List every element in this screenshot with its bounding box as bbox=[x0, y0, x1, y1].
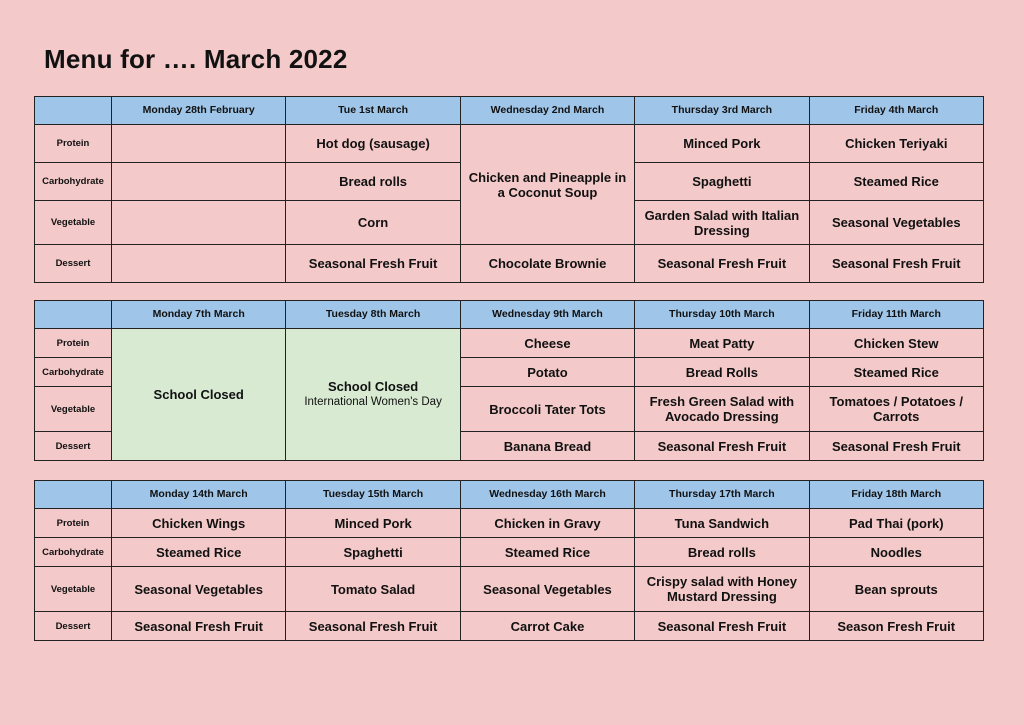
header-row bbox=[35, 97, 984, 125]
menu-cell: Bean sprouts bbox=[809, 567, 983, 612]
day-header: Wednesday 9th March bbox=[460, 301, 634, 329]
page-title: Menu for …. March 2022 bbox=[44, 44, 348, 74]
menu-table-week-2 bbox=[34, 300, 984, 461]
menu-cell: Bread Rolls bbox=[635, 358, 809, 387]
day-header: Wednesday 2nd March bbox=[460, 97, 634, 125]
header-row bbox=[35, 481, 984, 509]
day-header: Monday 7th March bbox=[112, 301, 286, 329]
day-header: Thursday 17th March bbox=[635, 481, 809, 509]
day-header: Monday 28th February bbox=[112, 97, 286, 125]
table-row bbox=[35, 567, 984, 612]
menu-cell: Seasonal Vegetables bbox=[809, 201, 983, 245]
menu-cell: Seasonal Fresh Fruit bbox=[635, 245, 809, 283]
menu-cell: Minced Pork bbox=[286, 509, 460, 538]
menu-cell: Bread rolls bbox=[286, 163, 460, 201]
menu-cell: Seasonal Fresh Fruit bbox=[809, 432, 983, 461]
table-row bbox=[35, 329, 984, 358]
menu-cell: Chicken Wings bbox=[112, 509, 286, 538]
menu-cell: Crispy salad with Honey Mustard Dressing bbox=[635, 567, 809, 612]
menu-cell: Garden Salad with Italian Dressing bbox=[635, 201, 809, 245]
menu-cell: Minced Pork bbox=[635, 125, 809, 163]
menu-cell: Season Fresh Fruit bbox=[809, 612, 983, 641]
corner-cell bbox=[35, 481, 112, 509]
menu-cell: Broccoli Tater Tots bbox=[460, 387, 634, 432]
menu-cell: Noodles bbox=[809, 538, 983, 567]
table-row bbox=[35, 612, 984, 641]
table-row bbox=[35, 125, 984, 163]
menu-cell: Potato bbox=[460, 358, 634, 387]
menu-table-week-3 bbox=[34, 480, 984, 641]
menu-cell: Spaghetti bbox=[286, 538, 460, 567]
category-label: Vegetable bbox=[35, 201, 112, 245]
school-closed-label: School Closed bbox=[327, 379, 419, 394]
menu-cell: Corn bbox=[286, 201, 460, 245]
menu-cell: Seasonal Fresh Fruit bbox=[635, 432, 809, 461]
school-closed-cell: School Closed bbox=[112, 329, 286, 461]
menu-table-week-1 bbox=[34, 96, 984, 283]
menu-cell: Seasonal Fresh Fruit bbox=[112, 612, 286, 641]
corner-cell bbox=[35, 97, 112, 125]
menu-cell: Cheese bbox=[460, 329, 634, 358]
day-header: Tuesday 8th March bbox=[286, 301, 460, 329]
school-closed-cell bbox=[286, 329, 460, 461]
menu-cell-empty bbox=[112, 245, 286, 283]
menu-cell: Steamed Rice bbox=[460, 538, 634, 567]
category-label: Carbohydrate bbox=[35, 163, 112, 201]
menu-cell-merged: Chicken and Pineapple in a Coconut Soup bbox=[460, 125, 634, 245]
menu-cell: Bread rolls bbox=[635, 538, 809, 567]
header-row bbox=[35, 301, 984, 329]
table-row bbox=[35, 245, 984, 283]
category-label: Dessert bbox=[35, 432, 112, 461]
menu-cell-empty bbox=[112, 125, 286, 163]
day-header: Friday 11th March bbox=[809, 301, 983, 329]
menu-cell-empty bbox=[112, 163, 286, 201]
day-header: Friday 18th March bbox=[809, 481, 983, 509]
category-label: Dessert bbox=[35, 612, 112, 641]
menu-cell: Seasonal Fresh Fruit bbox=[286, 245, 460, 283]
menu-cell: Carrot Cake bbox=[460, 612, 634, 641]
menu-cell: Pad Thai (pork) bbox=[809, 509, 983, 538]
menu-cell: Meat Patty bbox=[635, 329, 809, 358]
menu-cell: Fresh Green Salad with Avocado Dressing bbox=[635, 387, 809, 432]
day-header: Monday 14th March bbox=[112, 481, 286, 509]
day-header: Friday 4th March bbox=[809, 97, 983, 125]
menu-cell: Chicken Teriyaki bbox=[809, 125, 983, 163]
menu-cell: Seasonal Vegetables bbox=[460, 567, 634, 612]
menu-cell: Tomatoes / Potatoes / Carrots bbox=[809, 387, 983, 432]
table-row bbox=[35, 538, 984, 567]
menu-cell: Steamed Rice bbox=[809, 163, 983, 201]
category-label: Vegetable bbox=[35, 387, 112, 432]
category-label: Protein bbox=[35, 125, 112, 163]
menu-cell: Banana Bread bbox=[460, 432, 634, 461]
category-label: Vegetable bbox=[35, 567, 112, 612]
menu-cell: Chicken in Gravy bbox=[460, 509, 634, 538]
category-label: Dessert bbox=[35, 245, 112, 283]
menu-cell: Tuna Sandwich bbox=[635, 509, 809, 538]
category-label: Protein bbox=[35, 509, 112, 538]
menu-cell-empty bbox=[112, 201, 286, 245]
menu-cell: Chicken Stew bbox=[809, 329, 983, 358]
table-row bbox=[35, 509, 984, 538]
menu-cell: Chocolate Brownie bbox=[460, 245, 634, 283]
day-header: Thursday 10th March bbox=[635, 301, 809, 329]
day-header: Thursday 3rd March bbox=[635, 97, 809, 125]
menu-cell: Seasonal Fresh Fruit bbox=[286, 612, 460, 641]
menu-cell: Steamed Rice bbox=[112, 538, 286, 567]
category-label: Carbohydrate bbox=[35, 358, 112, 387]
category-label: Protein bbox=[35, 329, 112, 358]
menu-cell: Seasonal Fresh Fruit bbox=[635, 612, 809, 641]
day-header: Wednesday 16th March bbox=[460, 481, 634, 509]
holiday-note: International Women's Day bbox=[304, 396, 442, 408]
menu-cell: Hot dog (sausage) bbox=[286, 125, 460, 163]
day-header: Tuesday 15th March bbox=[286, 481, 460, 509]
menu-cell: Seasonal Fresh Fruit bbox=[809, 245, 983, 283]
day-header: Tue 1st March bbox=[286, 97, 460, 125]
corner-cell bbox=[35, 301, 112, 329]
menu-cell: Steamed Rice bbox=[809, 358, 983, 387]
category-label: Carbohydrate bbox=[35, 538, 112, 567]
menu-cell: Spaghetti bbox=[635, 163, 809, 201]
menu-cell: Seasonal Vegetables bbox=[112, 567, 286, 612]
menu-cell: Tomato Salad bbox=[286, 567, 460, 612]
